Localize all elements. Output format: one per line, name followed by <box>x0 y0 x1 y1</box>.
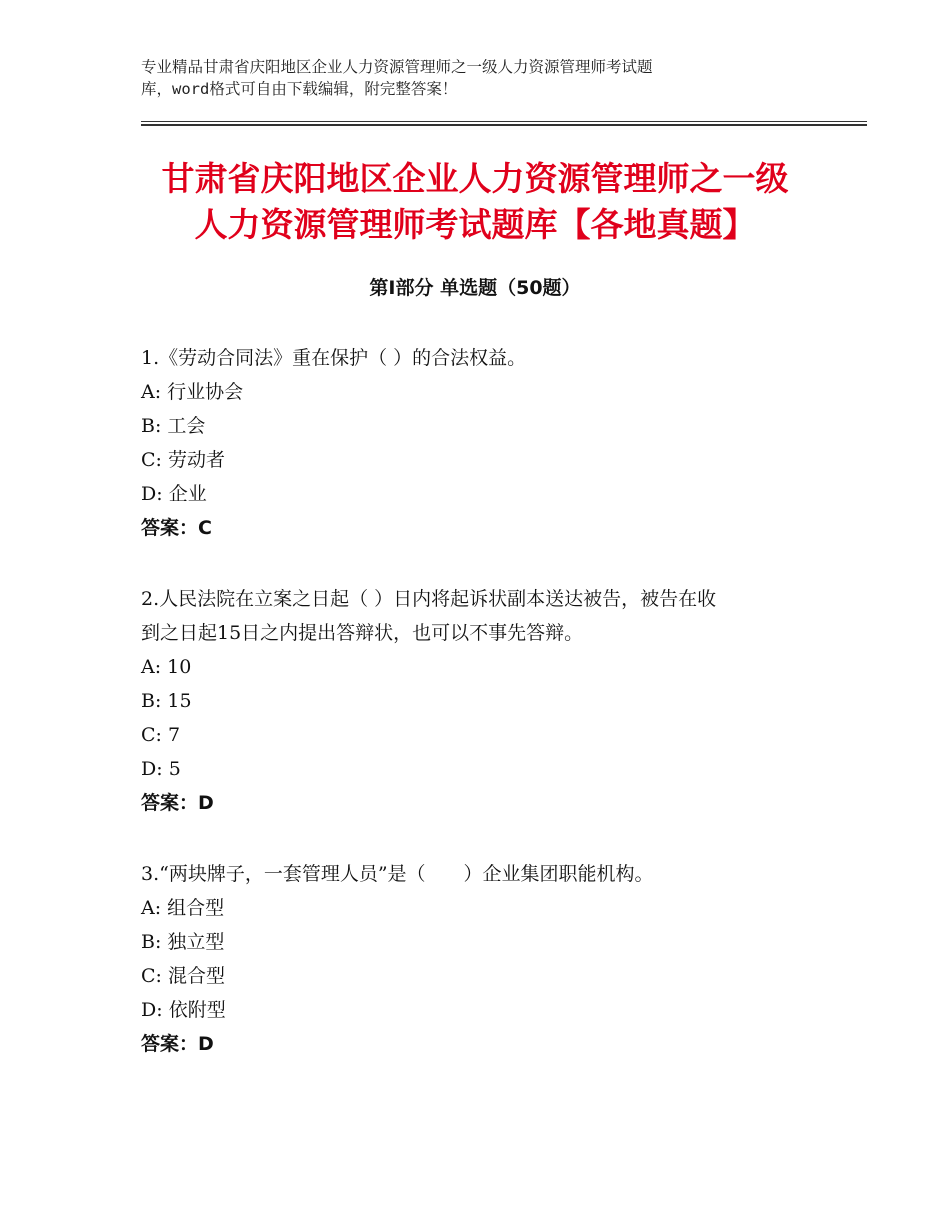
option-text: 行业协会 <box>167 381 244 403</box>
header-note-line: 专业精品甘肃省庆阳地区企业人力资源管理师之一级人力资源管理师考试题 <box>141 58 653 76</box>
header-note-line: 库，word格式可自由下载编辑，附完整答案！ <box>141 80 458 98</box>
option-letter: C: <box>141 724 162 746</box>
question-stem <box>141 857 821 891</box>
question-stem <box>141 341 821 375</box>
header-divider-thin <box>141 121 867 122</box>
header-divider-thick <box>141 124 867 126</box>
question-stem <box>141 582 821 650</box>
option-text: 独立型 <box>167 931 225 953</box>
option-d <box>141 993 821 1027</box>
option-text: 工会 <box>167 415 206 437</box>
document-title-line: 人力资源管理师考试题库【各地真题】 <box>194 205 756 244</box>
question-item <box>141 857 821 1061</box>
option-text: 混合型 <box>168 965 226 987</box>
option-letter: D: <box>141 483 163 505</box>
option-d <box>141 477 821 511</box>
option-b <box>141 684 821 718</box>
answer-line: 答案：C <box>141 517 212 539</box>
option-text: 7 <box>168 724 181 746</box>
header-note <box>141 56 781 100</box>
option-c <box>141 959 821 993</box>
option-a <box>141 375 821 409</box>
option-text: 15 <box>167 690 192 712</box>
option-letter: B: <box>141 415 162 437</box>
option-b <box>141 409 821 443</box>
option-letter: D: <box>141 758 163 780</box>
option-c <box>141 443 821 477</box>
option-text: 5 <box>168 758 181 780</box>
option-text: 劳动者 <box>168 449 226 471</box>
option-letter: C: <box>141 965 162 987</box>
option-letter: A: <box>141 897 162 919</box>
answer-line: 答案：D <box>141 1033 214 1055</box>
question-stem-line: 2.人民法院在立案之日起（ ）日内将起诉状副本送达被告，被告在收 <box>141 588 717 610</box>
section-heading: 第Ⅰ部分 单选题（50题） <box>369 277 581 299</box>
option-text: 10 <box>167 656 192 678</box>
option-text: 组合型 <box>167 897 225 919</box>
question-stem-line: 到之日起15日之内提出答辩状，也可以不事先答辩。 <box>141 622 584 644</box>
question-stem-line: 1.《劳动合同法》重在保护（ ）的合法权益。 <box>141 347 527 369</box>
option-letter: B: <box>141 931 162 953</box>
document-title <box>100 156 850 248</box>
question-stem-line: 3.“两块牌子，一套管理人员”是（ ）企业集团职能机构。 <box>141 863 654 885</box>
option-letter: C: <box>141 449 162 471</box>
option-b <box>141 925 821 959</box>
option-a <box>141 891 821 925</box>
option-letter: B: <box>141 690 162 712</box>
option-letter: A: <box>141 656 162 678</box>
option-d <box>141 752 821 786</box>
answer-line: 答案：D <box>141 792 214 814</box>
question-item <box>141 341 821 545</box>
option-a <box>141 650 821 684</box>
question-list <box>141 341 821 1098</box>
option-text: 企业 <box>168 483 207 505</box>
option-c <box>141 718 821 752</box>
option-text: 依附型 <box>168 999 226 1021</box>
option-letter: A: <box>141 381 162 403</box>
option-letter: D: <box>141 999 163 1021</box>
question-item <box>141 582 821 820</box>
document-title-line: 甘肃省庆阳地区企业人力资源管理师之一级 <box>161 159 789 198</box>
